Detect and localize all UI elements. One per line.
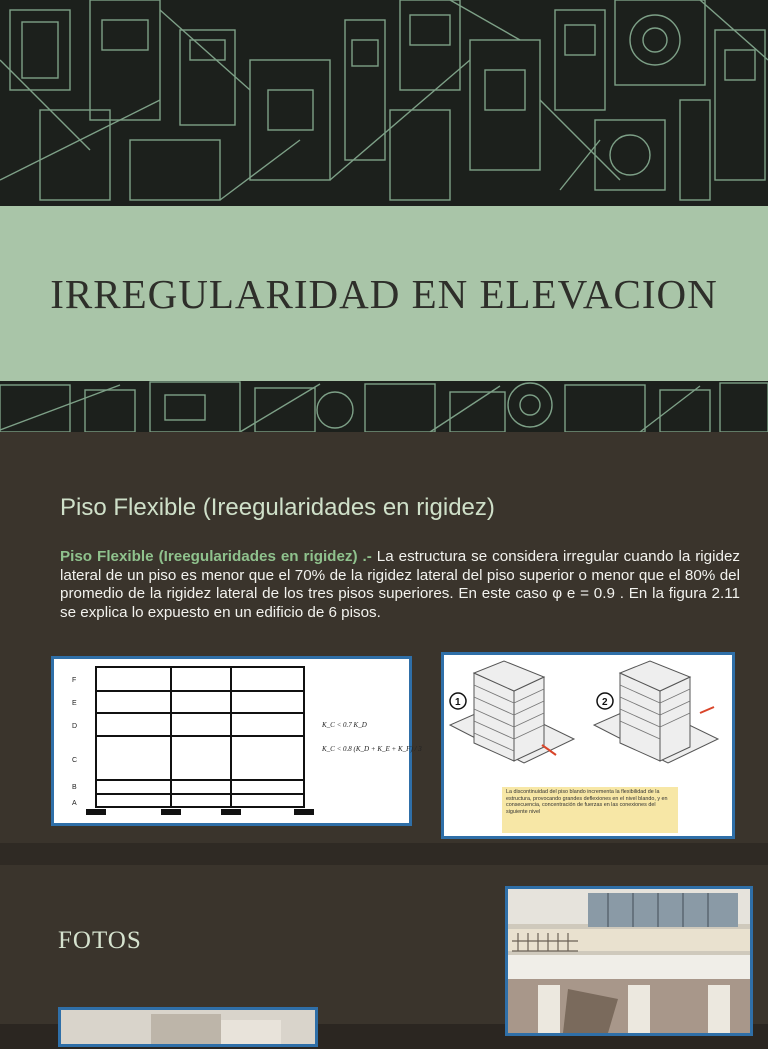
slide-title: IRREGULARIDAD EN ELEVACION [50,270,718,317]
frame-elevation-figure [51,656,422,826]
paragraph-body: La estructura se considera irregular cuando la rigidez lateral de un piso es menor que el 70% de la rigidez lateral del piso superior o menor que el 80% del promedio de la rigidez lateral de los tres pisos superiores. En este caso φ e = 0.9 . En la figura 2.11 se explica lo expuesto en un edificio de 6 pisos. [60,548,740,621]
slide-separator [0,843,768,865]
floor-label-c: C [72,757,78,764]
title-slide [0,0,768,432]
damaged-building-photo [505,886,753,1036]
paragraph-highlight: Piso Flexible (Ireegularidades en rigidez) .- [60,548,372,565]
slide-heading: FOTOS [58,927,142,954]
figure-marker-1-label: 1 [455,697,461,708]
slide-heading: Piso Flexible (Ireegularidades en rigidez) [60,494,495,521]
stiffness-formula-1: K_C < 0.7 K_D [322,721,367,729]
stiffness-formula-2: K_C < 0.8 (K_D + K_E + K_F) / 3 [322,745,422,753]
soft-story-figure [441,652,735,839]
building-image [61,1010,315,1044]
frame-elevation-drawing [54,659,422,823]
damaged-building-image [508,889,750,1033]
figure-marker-2-label: 2 [602,697,608,708]
floor-label-e: E [72,700,77,707]
floor-label-f: F [72,677,77,684]
floor-label-a: A [72,800,77,807]
photos-slide [0,865,768,1024]
flexible-story-slide [0,432,768,843]
figure-note: La discontinuidad del piso blando incrementa la flexibilidad de la estructura, provocando grandes deflexiones en el nivel blando, y en consecuencia, concentración de fuerzas en las conexiones del siguiente nivel [506,789,668,815]
floor-label-b: B [72,784,77,791]
description-paragraph [60,548,740,622]
soft-story-drawing [444,655,732,836]
floor-label-d: D [72,723,78,730]
building-photo [58,1007,318,1047]
